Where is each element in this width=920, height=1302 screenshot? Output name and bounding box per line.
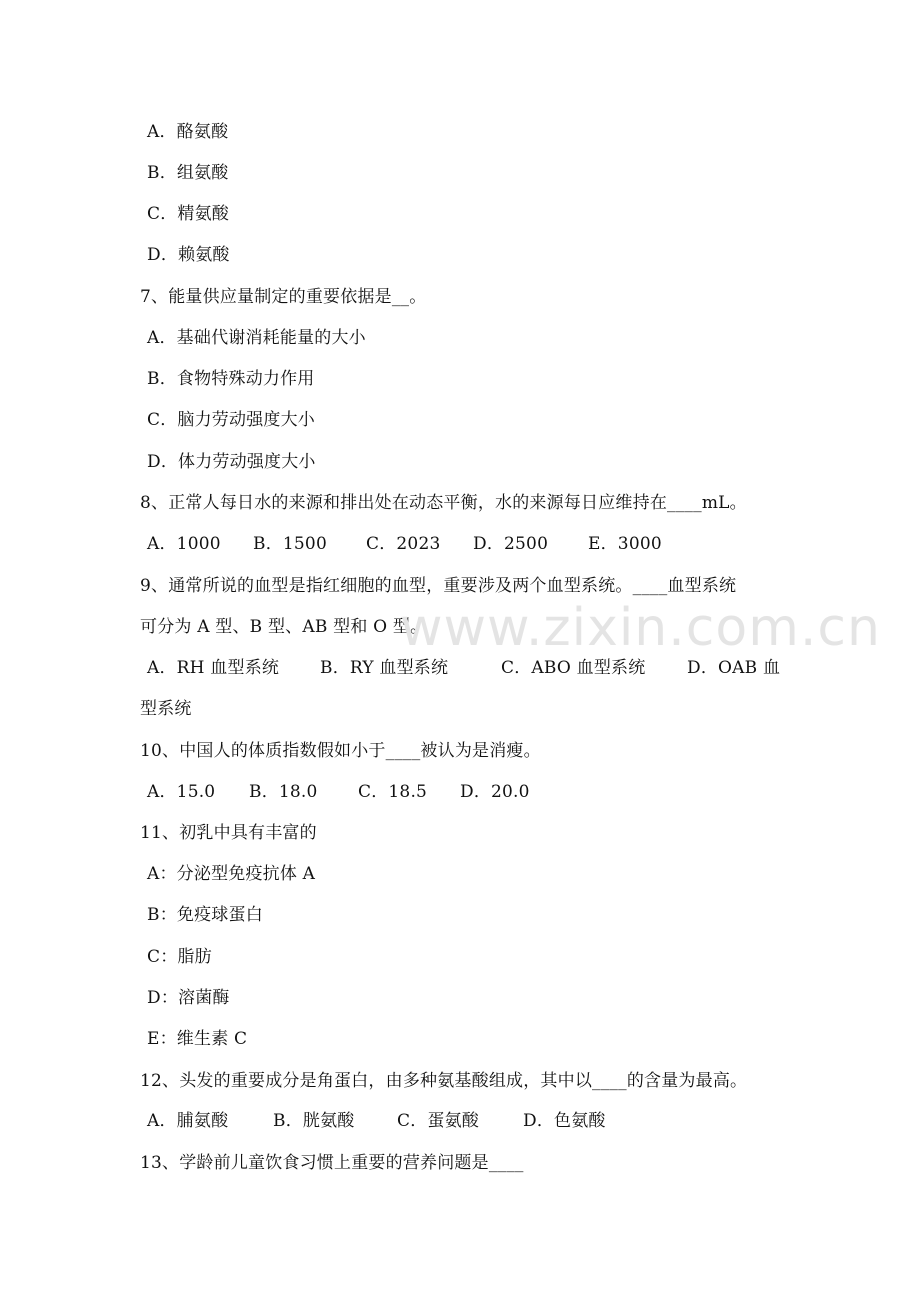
- q11-question: 11、初乳中具有丰富的: [140, 823, 317, 843]
- watermark: www.zixin.com.cn: [400, 598, 881, 658]
- q10-option-c: C．18.5: [358, 782, 428, 802]
- q11-option-b: B：免疫球蛋白: [147, 905, 263, 925]
- q13-question: 13、学龄前儿童饮食习惯上重要的营养问题是____: [140, 1153, 524, 1173]
- q11-option-e: E：维生素 C: [147, 1029, 248, 1049]
- q7-option-c: C．脑力劳动强度大小: [147, 410, 316, 430]
- q9-option-a: A．RH 血型系统: [147, 658, 280, 678]
- q10-option-a: A．15.0: [147, 782, 216, 802]
- q12-option-c: C．蛋氨酸: [397, 1111, 480, 1131]
- q11-option-a: A：分泌型免疫抗体 A: [147, 864, 316, 884]
- q11-option-c: C：脂肪: [147, 947, 212, 967]
- q8-option-e: E．3000: [588, 534, 662, 554]
- q10-question: 10、中国人的体质指数假如小于____被认为是消瘦。: [140, 741, 541, 761]
- q8-question: 8、正常人每日水的来源和排出处在动态平衡，水的来源每日应维持在____mL。: [140, 493, 747, 513]
- q9-options-continuation: 型系统: [140, 699, 192, 719]
- q9-option-b: B．RY 血型系统: [320, 658, 449, 678]
- q6-option-a: A．酪氨酸: [147, 122, 229, 142]
- q6-option-b: B．组氨酸: [147, 163, 229, 183]
- q12-question: 12、头发的重要成分是角蛋白，由多种氨基酸组成，其中以____的含量为最高。: [140, 1071, 748, 1091]
- q8-option-a: A．1000: [147, 534, 221, 554]
- q12-option-a: A．脯氨酸: [147, 1111, 229, 1131]
- q10-option-b: B．18.0: [249, 782, 318, 802]
- q7-option-d: D．体力劳动强度大小: [147, 452, 316, 472]
- q6-option-c: C．精氨酸: [147, 204, 230, 224]
- q9-question-line-1: 9、通常所说的血型是指红细胞的血型，重要涉及两个血型系统。____血型系统: [140, 576, 737, 596]
- q11-option-d: D：溶菌酶: [147, 988, 230, 1008]
- q7-question: 7、能量供应量制定的重要依据是__。: [140, 287, 427, 307]
- q8-option-c: C．2023: [366, 534, 441, 554]
- q12-option-d: D．色氨酸: [523, 1111, 606, 1131]
- q7-option-a: A．基础代谢消耗能量的大小: [147, 328, 366, 348]
- q8-option-b: B．1500: [253, 534, 327, 554]
- q12-option-b: B．胱氨酸: [273, 1111, 355, 1131]
- q6-option-d: D．赖氨酸: [147, 245, 230, 265]
- q8-option-d: D．2500: [473, 534, 549, 554]
- q9-question-line-2: 可分为 A 型、B 型、AB 型和 O 型。: [140, 617, 428, 637]
- q9-option-d: D．OAB 血: [687, 658, 781, 678]
- q9-option-c: C．ABO 血型系统: [501, 658, 646, 678]
- q7-option-b: B．食物特殊动力作用: [147, 369, 315, 389]
- q10-option-d: D．20.0: [460, 782, 530, 802]
